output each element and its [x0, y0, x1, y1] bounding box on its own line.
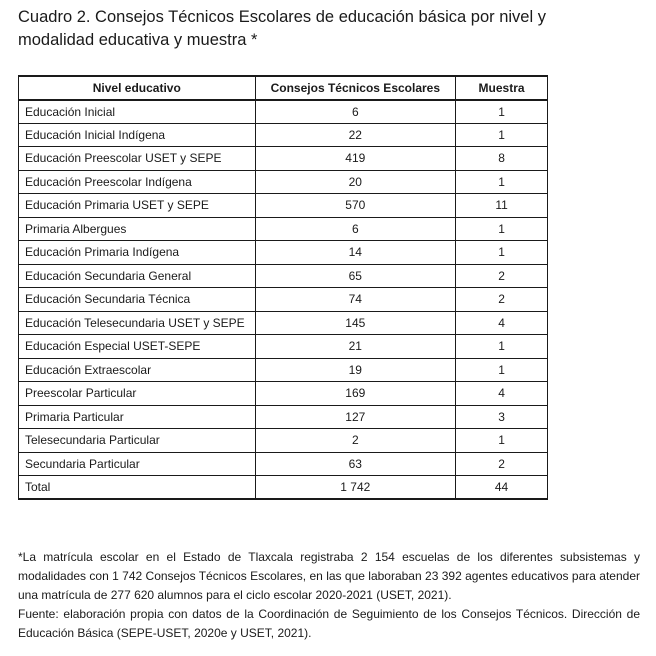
cell-total-muestra: 44 — [456, 476, 548, 500]
source-note: Fuente: elaboración propia con datos de la Coordinación de Seguimiento de los Consejos Técnicos. Dirección de Educación Básica (SEPE-USET, 2020e y USET, 2021). — [18, 607, 640, 640]
table-row — [19, 288, 548, 312]
column-header-nivel: Nivel educativo — [19, 76, 256, 100]
cell-nivel: Telesecundaria Particular — [19, 429, 256, 453]
table-row — [19, 335, 548, 359]
column-header-muestra: Muestra — [456, 76, 548, 100]
cell-nivel: Secundaria Particular — [19, 452, 256, 476]
cell-nivel: Educación Especial USET-SEPE — [19, 335, 256, 359]
cell-nivel: Educación Inicial Indígena — [19, 123, 256, 147]
cell-consejos: 419 — [255, 147, 456, 171]
table-row — [19, 241, 548, 265]
cell-nivel: Primaria Particular — [19, 405, 256, 429]
table-row — [19, 452, 548, 476]
cell-consejos: 63 — [255, 452, 456, 476]
cell-consejos: 19 — [255, 358, 456, 382]
cell-consejos: 6 — [255, 100, 456, 124]
table-row — [19, 123, 548, 147]
cell-nivel: Educación Telesecundaria USET y SEPE — [19, 311, 256, 335]
cell-muestra: 1 — [456, 217, 548, 241]
cell-muestra: 8 — [456, 147, 548, 171]
cell-nivel: Educación Preescolar USET y SEPE — [19, 147, 256, 171]
data-table — [18, 75, 548, 500]
table-row — [19, 217, 548, 241]
table-row — [19, 170, 548, 194]
table-row — [19, 311, 548, 335]
cell-nivel: Educación Extraescolar — [19, 358, 256, 382]
cell-nivel: Educación Inicial — [19, 100, 256, 124]
table-total-row — [19, 476, 548, 500]
cell-nivel: Preescolar Particular — [19, 382, 256, 406]
cell-consejos: 127 — [255, 405, 456, 429]
cell-nivel: Educación Primaria USET y SEPE — [19, 194, 256, 218]
cell-consejos: 169 — [255, 382, 456, 406]
table-row — [19, 194, 548, 218]
table-row — [19, 405, 548, 429]
cell-muestra: 4 — [456, 382, 548, 406]
column-header-consejos: Consejos Técnicos Escolares — [255, 76, 456, 100]
table-row — [19, 382, 548, 406]
cell-consejos: 145 — [255, 311, 456, 335]
table-header-row — [19, 76, 548, 100]
footnote: *La matrícula escolar en el Estado de Tlaxcala registraba 2 154 escuelas de los diferentes subsistemas y modalidades con 1 742 Consejos Técnicos Escolares, en las que laboraban 23 392 agentes educativos para atender una matrícula de 277 620 alumnos para el ciclo escolar 2020-2021 (USET, 2021). — [18, 550, 640, 602]
cell-muestra: 1 — [456, 123, 548, 147]
cell-muestra: 1 — [456, 429, 548, 453]
cell-consejos: 74 — [255, 288, 456, 312]
cell-nivel: Educación Primaria Indígena — [19, 241, 256, 265]
cell-consejos: 22 — [255, 123, 456, 147]
cell-muestra: 2 — [456, 452, 548, 476]
cell-muestra: 1 — [456, 335, 548, 359]
cell-nivel: Educación Secundaria General — [19, 264, 256, 288]
table-row — [19, 358, 548, 382]
table-title: Cuadro 2. Consejos Técnicos Escolares de educación básica por nivel y modalidad educativa y muestra * — [18, 8, 546, 49]
table-notes — [18, 548, 640, 643]
cell-muestra: 11 — [456, 194, 548, 218]
cell-nivel: Primaria Albergues — [19, 217, 256, 241]
cell-consejos: 21 — [255, 335, 456, 359]
cell-muestra: 1 — [456, 100, 548, 124]
cell-muestra: 1 — [456, 241, 548, 265]
cell-nivel: Educación Secundaria Técnica — [19, 288, 256, 312]
cell-muestra: 3 — [456, 405, 548, 429]
cell-muestra: 1 — [456, 358, 548, 382]
cell-consejos: 6 — [255, 217, 456, 241]
cell-muestra: 4 — [456, 311, 548, 335]
cell-nivel: Educación Preescolar Indígena — [19, 170, 256, 194]
cell-consejos: 14 — [255, 241, 456, 265]
cell-total-consejos: 1 742 — [255, 476, 456, 500]
cell-muestra: 1 — [456, 170, 548, 194]
cell-muestra: 2 — [456, 264, 548, 288]
table-row — [19, 264, 548, 288]
table-body — [19, 100, 548, 500]
cell-consejos: 570 — [255, 194, 456, 218]
table-row — [19, 429, 548, 453]
cell-muestra: 2 — [456, 288, 548, 312]
table-row — [19, 147, 548, 171]
cell-consejos: 2 — [255, 429, 456, 453]
cell-total-label: Total — [19, 476, 256, 500]
table-row — [19, 100, 548, 124]
cell-consejos: 20 — [255, 170, 456, 194]
cell-consejos: 65 — [255, 264, 456, 288]
